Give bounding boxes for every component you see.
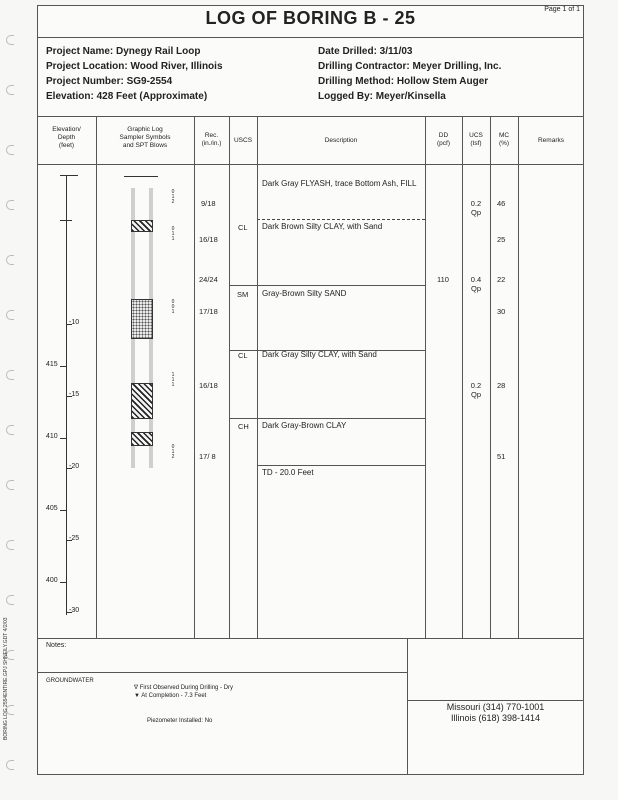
binder-hole [6,370,14,380]
project-name: Project Name: Dynegy Rail Loop [46,46,201,57]
date-drilled: Date Drilled: 3/11/03 [318,46,413,57]
recovery-value: 17/18 [199,307,218,316]
drilling-info [318,44,501,104]
binder-hole [6,425,14,435]
elevation-label: 410 [46,433,58,440]
elevation-label: 405 [46,505,58,512]
header-recovery: Rec. (in./in.) [201,132,222,147]
binder-hole [6,760,14,770]
ucs-value: 0.2 Qp [470,199,482,217]
header-description: Description [324,137,358,144]
file-footer-vertical: BORING LOG 2554ENTIRE.GPJ SHNEILY.GDT 4/2/03 [3,617,9,740]
logged-by: Logged By: Meyer/Kinsella [318,91,446,102]
scale-axis [66,175,67,615]
stratum-boundary [257,219,425,220]
stratum-description: Gray-Brown Silty SAND [262,289,347,298]
project-location: Project Location: Wood River, Illinois [46,61,223,72]
recovery-value: 9/18 [201,199,216,208]
contact-info [407,702,584,724]
header-uscs: USCS [233,137,253,144]
col-line [194,116,195,638]
notes-label: Notes: [46,642,67,649]
stratum-description: Dark Gray Silty CLAY, with Sand [262,350,377,359]
groundwater-at-completion: ▼ At Completion - 7.3 Feet [134,693,207,699]
project-number: Project Number: SG9-2554 [46,76,173,87]
project-elevation: Elevation: 428 Feet (Approximate) [46,91,208,102]
sample-clay-symbol [131,383,153,419]
scale-tick [60,510,66,511]
col-line [490,116,491,638]
sample-sand-symbol [131,299,153,339]
scale-tick [60,366,66,367]
stratum-boundary [257,465,425,466]
col-line [96,116,97,638]
moisture-value: 22 [497,275,506,284]
notes-divider [37,672,407,673]
drilling-contractor: Drilling Contractor: Meyer Drilling, Inc. [318,61,502,72]
elevation-label: 415 [46,361,58,368]
binder-hole [6,540,14,550]
depth-label: -20 [69,463,80,470]
header-graphic-log: Graphic Log Sampler Symbols and SPT Blows [119,126,171,149]
depth-label: -10 [69,319,80,326]
piezometer-installed: Piezometer Installed: No [147,718,213,724]
drilling-method: Drilling Method: Hollow Stem Auger [318,76,489,87]
uscs-code: CH [238,422,249,431]
col-line [518,116,519,638]
spt-blows: 1 1 1 [171,372,175,388]
boring-log-frame [37,5,584,775]
scale-tick [60,582,66,583]
ucs-value: 0.2 Qp [470,381,482,399]
uscs-code: CL [238,223,248,232]
contact-illinois: Illinois (618) 398-1414 [450,713,541,723]
header-dry-density: DD (pcf) [437,132,450,147]
moisture-value: 46 [497,199,506,208]
sample-clay-symbol [131,220,153,232]
binder-hole [6,200,14,210]
recovery-value: 16/18 [199,235,218,244]
stratum-description: Dark Gray-Brown CLAY [262,421,347,430]
uscs-code: CL [238,351,248,360]
binder-hole [6,35,14,45]
contact-divider [407,700,584,701]
col-line [425,116,426,638]
binder-hole [6,85,14,95]
scale-tick [60,175,78,176]
uscs-code: SM [237,290,249,299]
ground-surface-line [124,176,158,177]
spt-blows: 0 1 1 [171,226,175,242]
col-line [229,116,230,638]
depth-label: -15 [69,391,80,398]
binder-hole [6,145,14,155]
recovery-value: 17/ 8 [199,452,216,461]
moisture-value: 51 [497,452,506,461]
stratum-description: Dark Brown Silty CLAY, with Sand [262,222,383,231]
scale-tick [60,438,66,439]
table-bottom-line [37,638,584,639]
moisture-value: 25 [497,235,506,244]
stratum-description: TD - 20.0 Feet [262,468,314,477]
moisture-value: 30 [497,307,506,316]
column-header-divider [37,164,584,165]
header-ucs: UCS (tsf) [469,132,483,147]
recovery-value: 16/18 [199,381,218,390]
ucs-value: 0.4 Qp [470,275,482,293]
page-title: LOG OF BORING B - 25 [205,8,416,28]
water-level-icon: ∇ [134,685,139,691]
header-moisture: MC (%) [498,132,510,147]
page-number: Page 1 of 1 [544,6,580,13]
title-divider [37,37,584,38]
stratum-description: Dark Gray FLYASH, trace Bottom Ash, FILL [262,179,417,188]
binder-hole [6,480,14,490]
description-left-line [257,164,258,465]
spt-blows: 0 1 2 [171,189,175,205]
project-info [46,44,223,104]
water-level-icon: ▼ [134,693,140,699]
recovery-value: 24/24 [199,275,218,284]
groundwater-first-observed: ∇ First Observed During Drilling - Dry [134,685,234,691]
col-line [462,116,463,638]
sample-clay-symbol [131,432,153,446]
info-divider [37,116,584,117]
dry-density-value: 110 [437,275,449,284]
moisture-value: 28 [497,381,506,390]
elevation-label: 400 [46,577,58,584]
scale-tick [60,220,72,221]
depth-label: -30 [69,607,80,614]
header-remarks: Remarks [537,137,564,144]
spt-blows: 0 1 2 [171,444,175,460]
stratum-boundary [229,418,425,419]
depth-label: -25 [69,535,80,542]
header-elevation-depth: Elevation/ Depth (feet) [52,126,81,149]
binder-hole [6,310,14,320]
binder-hole [6,255,14,265]
stratum-boundary [229,285,425,286]
spt-blows: 0 0 1 [171,299,175,315]
contact-missouri: Missouri (314) 770-1001 [446,702,545,712]
groundwater-label: GROUNDWATER [46,678,94,684]
